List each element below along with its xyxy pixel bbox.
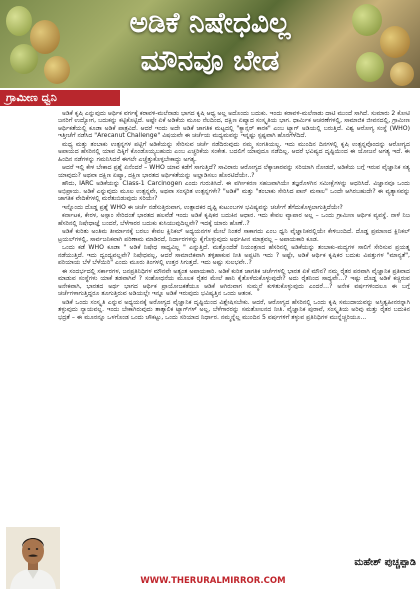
- headline-line-1: ಅಡಿಕೆ ನಿಷೇಧವಿಲ್ಲ: [129, 6, 291, 39]
- article-paragraph: ಈ ಸಂದರ್ಭದಲ್ಲಿ ಸರ್ಕಾರಗಳ, ಜನಪ್ರತಿನಿಧಿಗಳ ಮೌನವೇ ಅತ್ಯಂತ ಅಪಾಯಕಾರಿ. ಅಡಿಕೆ ಕುರಿತ ಜಾಗತಿಕ ಚರ್ಚೆಗಳಲ್ಲಿ ಭಾರತ ಏಕೆ ಮೌನ? ನಮ್ಮ ರೈತರ ಪರವಾಗಿ ವೈಜ್ಞಾನಿಕ ಪ್ರತಿವಾದ ಮಾಡುವ ಸಂಸ್ಥೆಗಳು ಯಾಕೆ ತಡವಾಗಿವೆ ? ಸಂಶೋಧನೆಯ ಮೂಲಕ ರೈತರ ಮೇಲೆ ಹಾನಿ ಕೈತೊಳೆದುಕೊಳ್ಳುವುದೇ? ಅದು ರೈತನಿಂದ ಸಾಧ್ಯವೇ…? ಇಷ್ಟು ದೊಡ್ಡ ಅಡಿಕೆ ಕಚ್ಚಿರುವ ಅನೇಕವಾಗಿ, ಭಾರತದ ಅರ್ಥ ಭಾಗದ ಆರ್ಥಿಕ ಪ್ರಾಯೋಜಕತೆಯೂ ಆಡಿಕೆ ಆಗಿರುವಾಗ ಸುಮ್ಮನೆ ಕುಳಿತುಕೊಳ್ಳುವುದು ಎಂದರೆ…? ಅನೇಕ ವರ್ಷಗಳಿಂದಲೂ ಈ ಬಗ್ಗೆ ಚರ್ಚೆಗಳಾಗುತ್ತಿದ್ದರೂ ತೂಗುತ್ತಿರುವ ಅಡಿಯಲ್ಲೇ ಇನ್ನೂ ಅಡಿಕೆ ಇರುವುದು ಭವಿಷ್ಯತ್ತಿನ ಒಂದು ಆತಂಕ.: [58, 267, 410, 298]
- article-paragraph: ಅಡಿಕೆ ಒಂದು ಸಂಸ್ಕೃತಿ ಎನ್ನುವ ಅಧ್ಯಯನಕ್ಕೆ ಅರೋಗ್ಯದ ವೈಜ್ಞಾನಿಕ ದೃಷ್ಟಿಯಿಂದ ವಿಶ್ಲೇಷಿಸಬೇಕು. ಆದರೆ, ಆರೋಗ್ಯದ ಹೆಸರಿನಲ್ಲಿ ಒಂದು ಕೃಷಿ ಸಮುದಾಯವನ್ನು ಅಸ್ತಿತ್ವಹೀನರನ್ನಾಗಿ ತಳ್ಳುವುದು ನ್ಯಾಯವಲ್ಲ. ಇಂದು ಬೇಕಾಗಿರುವುದು ತಾತ್ಕಾಲಿಕ ಟ್ಯಾಗ್‌ಗಳ್ ಅಲ್ಲ, ಬೆಳೆಗಾರರನ್ನು ಸಮತೋಲನದ ನೀತಿ. ವೈಜ್ಞಾನಿಕ ಪುರಾವೆ, ಸಂಸ್ಕೃತಿಯ ಅರಿವು ಮತ್ತು ರೈತರ ಬದುಕಿನ ಭದ್ರತೆ – ಈ ಮೂರನ್ನೂ ಒಳಗೊಂಡ ಒಂದು ಚೌಕಟ್ಟು, ಒಂದು ಸರಿಯಾದ ನಿರ್ಧಾರ. ನಮ್ಮನ್ನೆಲ್ಲ ಮುಂದಿನ 5 ವರ್ಷಗಳಿಗೆ ತಳ್ಳುವ ಪ್ರತಿನಿಧಿಗಳ ಮುನ್ನೆಚ್ಚರಿಯೂ...: [58, 298, 410, 321]
- article-paragraph: ಒಂದು ಕಡೆ WHO ಕೂಡಾ " ಅಡಿಕೆ ನಿಷೇಧ ಸಾಧ್ಯವಿಲ್ಲ " ಎನ್ನುತ್ತಿದೆ. ಮತ್ತೊಂದೆಡೆ ನಿಯಂತ್ರಣದ ಹೆಸರಿನಲ್ಲಿ ಅಡಿಕೆಯನ್ನು ತಂಬಾಕು-ಮದ್ಯಗಳ ಸಾಲಿಗೆ ಸೇರಿಸುವ ಪ್ರಯತ್ನ ನಡೆಯುತ್ತಿದೆ. ಇದು ದ್ವಂದ್ವವಲ್ಲವೇ? ನಿಷೇಧವಲ್ಲ, ಆದರೆ ಸಾಮಾಜಿಕವಾಗಿ ತಳ್ಳಿಹಾಕುವ ನೀತಿ ಅಪ್ಪಟಿಸಿ ಇದು ? ಅಷ್ಟೇ, ಅಡಿಕೆ ಆರ್ಥಿಕ ಕೃಷಿಕರ ಬದುಕು ವಿಪತ್ತುಗಳ "ಮಾನ್ಯತೆ", ಪರಿಯಾಯ ಬೆಳೆ ಬೆಳೆಯಿರಿ" ಎಂದು ಮೂರು ತಿಂಗಳಲ್ಲಿ ಉತ್ತರ ಸಿಗುತ್ತದೆ. ಇದು ಅಷ್ಟು ಸುಲಭವೇ..?: [58, 244, 410, 267]
- author-name: ಮಹೇಶ್ ಪುಚ್ಚಪ್ಪಾಡಿ: [354, 557, 416, 568]
- article-body: [58, 110, 410, 520]
- article-paragraph: ಕರ್ನಾಟಕ, ಕೇರಳ, ಅಸ್ಸಾಂ ಸೇರಿದಂತೆ ಭಾರತದ ಹಲವೆಡೆ ಇಂದು ಅಡಿಕೆ ಕೃಷಿಕರ ಬದುಕಿನ ಆಧಾರ. ಇದು ಕೇವಲ ವ್ಯಾಪಾರ ಅಲ್ಲ – ಒಂದು ಗ್ರಾಮೀಣ ಆರ್ಥಿಕ ವ್ಯವಸ್ಥೆ. ನಾಳೆ ನಿಜ ಹೆಸರಿನಲ್ಲಿ ನಿಷೇಧಾಜ್ಞೆ ಬಂದರೆ, ಬೆಳೆಗಾರರ ಬದುಕು ಕುಸಿಯುವುದಿಲ್ಲವೇ? ಇದಕ್ಕೆ ಯಾರು ಹೊಣೆ..?: [58, 212, 410, 227]
- author-avatar: [6, 527, 60, 589]
- author-portrait-icon: [6, 527, 60, 589]
- header-banner: [0, 0, 420, 88]
- headline-line-2: ಮೌನವೂ ಬೇಡ: [140, 44, 280, 77]
- article-paragraph: ಅಡಿಕೆ ಕುರಿತು ಅಂತಿಮ ತೀರ್ಮಾನಕ್ಕೆ ಬರಲು ಕೇವಲ ಕ್ಲಿನಿಕಲ್ ಅಧ್ಯಯನಗಳ ಮೇಲೆ ನಿಂತರೆ ಸಾಕಾಗದು ಎಂಬ ಧ್ವನಿ ವೈಜ್ಞಾನಿಕರಲ್ಲಿಯೇ ಕೇಳಿಬಂದಿದೆ. ದೊಡ್ಡ ಪ್ರಮಾಣದ ಕ್ಲಿನಿಕಲ್ ಟ್ರಯಲ್‌ಗಳಲ್ಲಿ, ಸಾರ್ವಜನಿಕವಾಗಿ ಪರಿಣಾಮ ಮಾಡಿರದೆ, ನಿರ್ದಾರಗಳನ್ನು ಕೈಗೊಳ್ಳುವುದು ಅರ್ಥಹೀನ ಮಾತ್ರವಲ್ಲ – ಅಪಾಯಕಾರಿ ಕೂಡ.: [58, 228, 410, 243]
- article-paragraph: ಅಡಿಕೆ ಕೃಷಿ ಎನ್ನುವುದು ಆರ್ಥಿಕ ವರ್ಗಕ್ಕೆ ಕರಾವಳಿ-ಮಲೆನಾಡು ಭಾಗದ ಕೃಷಿ ಆಧ್ಯ ಅಲ್ಲ ಅದೊಂದು ಬದುಕು. ಇಂದು ಕರಾವಳಿ-ಮಲೆನಾಡು ದಾಟಿ ಮುಂದೆ ಸಾಗಿದೆ. ಸುಮಾರು 2 ಕೋಟಿ ಜನರಿಗೆ ಉದ್ಯೋಗ, ಬದುಕನ್ನು ಕಟ್ಟಿಕೊಟ್ಟಿದೆ. ಅಷ್ಟೇ ಏಕೆ ಅಡಿಕೆಯ ಮೂಲ ನೆಲದಿಂದ, ದಕ್ಷಿಣ ಏಷ್ಯಾದ ಸಂಸ್ಕೃತಿಯ ಭಾಗ. ಧಾರ್ಮಿಕ ಆಚರಣೆಗಳಲ್ಲಿ, ಸಾಮಾಜಿಕ ಜೀವನದಲ್ಲಿ, ಗ್ರಾಮೀಣ ಆರ್ಥಿಕತೆಯಲ್ಲಿ ಕೂಡಾ ಅಡಿಕೆ ಪಾತ್ರವಿದೆ. ಆದರೆ ಇಂದು ಅದೇ ಅಡಿಕೆ ಜಾಗತಿಕ ಮಟ್ಟದಲ್ಲಿ "ಕ್ಯಾನ್ಸರ್ ಕಾರಕ" ಎಂಬ ಟ್ಯಾಗ್ ಅಡಿಯಲ್ಲಿ ಬರುತ್ತಿದೆ. ವಿಶ್ವ ಆರೋಗ್ಯ ಸಂಸ್ಥೆ (WHO) ಇತ್ತೀಚೆಗೆ ನಡೆಸಿದ "Arecanut Challenge" ವಿಷಯವೇ ಈ ಚರ್ಚೆಯ ಮಧ್ಯಮವನ್ನು ಇನ್ನಷ್ಟು ಸ್ಪಷ್ಟವಾಗಿ ಹೊರಗೆಳೆದಿದೆ.: [58, 110, 410, 140]
- section-label: ಗ್ರಾಮೀಣ ಧ್ವನಿ: [0, 90, 120, 106]
- article-paragraph: ಆದರೆ ಇಲ್ಲಿ ಕೇಳ ಬೇಕಾದ ಪ್ರಶ್ನೆ ಏನೆಂದರೆ – WHO ಯಾವ ಕಡೆಗೆ ಸಾಗುತ್ತಿದೆ? ಸಾವಿರಾರು ಆರೋಗ್ಯದ ಲೆಕ್ಕಾಚಾರವನ್ನು ಸರಿಯಾಗಿ ನೋಡದೆ, ಅಡಿಕೆಯ ಬಗ್ಗೆ ಇರುವ ವೈಜ್ಞಾನಿಕ ಸತ್ಯ ಯಾವುದು? ಅಥವಾ ದಕ್ಷಿಣ ಏಷ್ಯಾ, ದಕ್ಷಿಣ ಭಾರತದ ಅರ್ಥಿಕತೆಯನ್ನು ಅಲ್ಲಾಡಿಸಲು ಹೊರಟಿದೆಯೇ..?: [58, 164, 410, 179]
- article-paragraph: ಇನ್ನೊಂದು ದೊಡ್ಡ ಪ್ರಶ್ನೆ WHO ಈ ಚರ್ಚೆ ನಡೆಸುತ್ತಿರುವಾಗ, ಉತ್ಪಾದಕರ ದೃಷ್ಟಿ ಕುಟುಂಬಗಳ ಭವಿಷ್ಯವನ್ನು ಚರ್ಚೆಗೆ ತೆಗೆದುಕೊಳ್ಳಲಾಗುತ್ತಿದೆಯೇ?: [62, 203, 343, 211]
- article-paragraph: ಮಧ್ಯ ಮತ್ತು ತಂಬಾಕು ಉತ್ಪನ್ನಗಳ ಪಟ್ಟಿಗೆ ಅಡಿಕೆಯನ್ನು ಸೇರಿಸುವ ಚರ್ಚೆ ನಡೆದಿರುವುದು ನಮ್ಮ ಸಂಗತಿಯಲ್ಲ. ಇದು ಮುಂದಿನ ದಿನಗಳಲ್ಲಿ ಕೃಷಿ ಉತ್ಪನ್ನವೊಂದನ್ನು ಆರೋಗ್ಯದ ಅಪಾಯದ ಹೆಸರಿನಲ್ಲಿ ಯಾವ ದಿಕ್ಕಿಗೆ ಕೊಂಡೊಯ್ಯಬಹುದು ಎಂಬ ಎಚ್ಚರಿಕೆಯ ಸಂಕೇತ. ಬದಲಿಗೆ ಯಾವುದೂ ನಡೆದಿಲ್ಲ. ಆದರೆ ಭವಿಷ್ಯದ ದೃಷ್ಟಿಯಿಂದ ಈ ಯೋಜನೆ ಅಗತ್ಯ ಇದೆ. ಈ ಹಿಂದಿನ ನಡೆಗಳನ್ನು ಗಮನಿಸಿದರೆ ಈಗಲೇ ಎಚ್ಚೆತ್ತುಕೊಳ್ಳಬೇಕಾದ್ದು ಅಗತ್ಯ.: [58, 140, 410, 163]
- website-url: WWW.THERURALMIRROR.COM: [140, 576, 286, 586]
- article-paragraph: ಹೌದು, IARC ಅಡಿಕೆಯನ್ನು Class-1 Carcinogen ಎಂದು ಗುರುತಿಸಿದೆ. ಈ ವರ್ಗೀಕರಣ ಸಹಜವಾಗಿಯೇ ತಜ್ಞರೊಳಗಿನ ಸಮೀಕ್ಷೆಗಳನ್ನು ಆಧರಿಸಿದೆ. ವಿಜ್ಞಾನವೂ ಒಂದು ಅಭಿಪ್ರಾಯ. ಅಡಿಕೆ ಎನ್ನುವುದು ಮೂಲ ಉತ್ಪನ್ನವೇ, ಅಥವಾ ಸಂಸ್ಕರಿತ ಉತ್ಪನ್ನಗಳೇ? "ಅಡಿಕೆ" ಮತ್ತು "ತಂಬಾಕು ಸೇರಿಸಿದ ಪಾನ್ ಮಸಾಲ" ಒಂದೇ ಆಗಿರಬಹುದೇ? ಈ ವ್ಯತ್ಯಾಸವನ್ನು ಜಾಗತಿಕ ವೇದಿಕೆಗಳಲ್ಲಿ ಮರೆತುಬಿಡುವುದು ಸರಿಯೇ?: [58, 180, 410, 203]
